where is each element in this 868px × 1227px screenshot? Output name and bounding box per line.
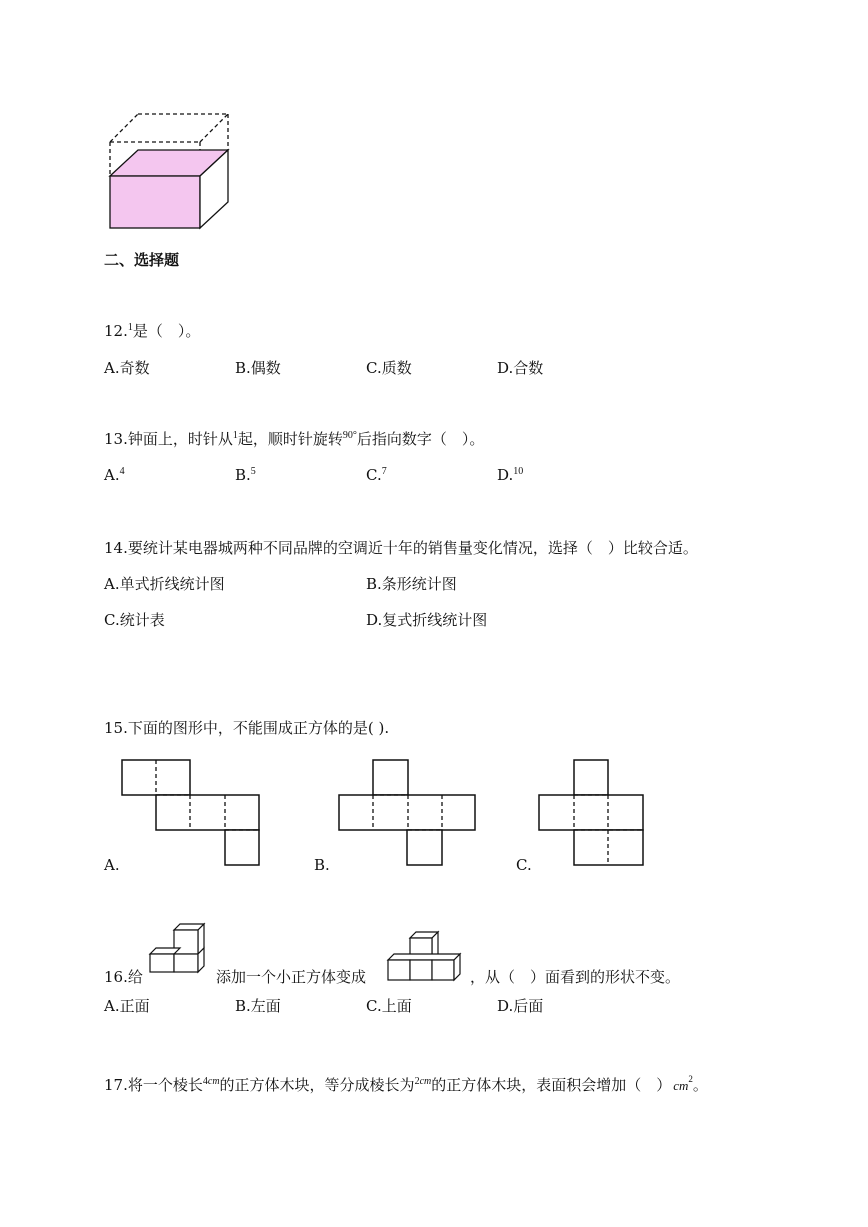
question-number: 14. (104, 539, 128, 557)
question-value: 2cm (414, 1076, 432, 1087)
option-d[interactable]: D.复式折线统计图 (366, 611, 488, 629)
question-text: 下面的图形中，不能围成正方体的是( ). (127, 719, 390, 737)
option-d[interactable]: D.$^{10}$ (497, 466, 524, 484)
box-figure (0, 0, 868, 240)
question-text: 将一个棱长 (127, 1076, 203, 1094)
cube-stack-small (148, 918, 208, 978)
question-12 (104, 320, 200, 341)
question-16-mid: 添加一个小正方体变成 (216, 968, 367, 986)
question-value: 4cm (202, 1076, 220, 1087)
option-a[interactable]: A.正面 (104, 997, 150, 1015)
question-value: 90° (342, 430, 357, 441)
question-number: 12. (104, 322, 128, 340)
option-b[interactable]: B.偶数 (235, 359, 281, 377)
option-b[interactable]: B. (314, 856, 330, 874)
option-a[interactable]: A.单式折线统计图 (104, 575, 225, 593)
question-value: 1 (232, 430, 238, 441)
cube-net-figures (0, 740, 868, 880)
question-text: 后指向数字（ ）。 (356, 430, 485, 448)
option-c[interactable]: C.质数 (366, 359, 412, 377)
question-end: 。 (692, 1076, 708, 1094)
section-title: 二、选择题 (104, 251, 180, 269)
option-c[interactable]: C.上面 (366, 997, 412, 1015)
option-a[interactable]: A.奇数 (104, 359, 150, 377)
option-b[interactable]: B.左面 (235, 997, 281, 1015)
question-17 (104, 1074, 708, 1095)
option-d[interactable]: D.合数 (497, 359, 544, 377)
question-13 (104, 428, 484, 449)
unit-label: cm (673, 1078, 689, 1093)
option-c[interactable]: C.$^7$ (366, 466, 387, 484)
option-b[interactable]: B.条形统计图 (366, 575, 457, 593)
question-text: 是（ ）。 (132, 322, 201, 340)
cube-stack-large (386, 928, 466, 984)
question-16-prefix (104, 966, 143, 987)
option-c[interactable]: C.统计表 (104, 611, 165, 629)
option-b[interactable]: B.$^5$ (235, 466, 256, 484)
question-number: 17. (104, 1076, 128, 1094)
unit-exponent: 2 (688, 1074, 693, 1084)
question-14 (104, 537, 698, 558)
question-16-suffix: ，从（ ）面看到的形状不变。 (470, 968, 681, 986)
option-d[interactable]: D.后面 (497, 997, 544, 1015)
option-a[interactable]: A. (104, 856, 120, 874)
question-text: 要统计某电器城两种不同品牌的空调近十年的销售量变化情况，选择（ ）比较合适。 (127, 539, 698, 557)
question-text: 给 (127, 968, 143, 986)
question-number: 15. (104, 719, 128, 737)
question-value: 1 (127, 322, 133, 333)
question-number: 16. (104, 968, 128, 986)
question-text: 的正方体木块，等分成棱长为 (219, 1076, 415, 1094)
question-text: 的正方体木块，表面积会增加（ ） (431, 1076, 672, 1094)
question-number: 13. (104, 430, 128, 448)
option-a[interactable]: A.$^4$ (104, 466, 125, 484)
question-15 (104, 717, 389, 738)
question-text: 起，顺时针旋转 (237, 430, 343, 448)
question-text: 钟面上，时针从 (127, 430, 233, 448)
option-c[interactable]: C. (516, 856, 532, 874)
